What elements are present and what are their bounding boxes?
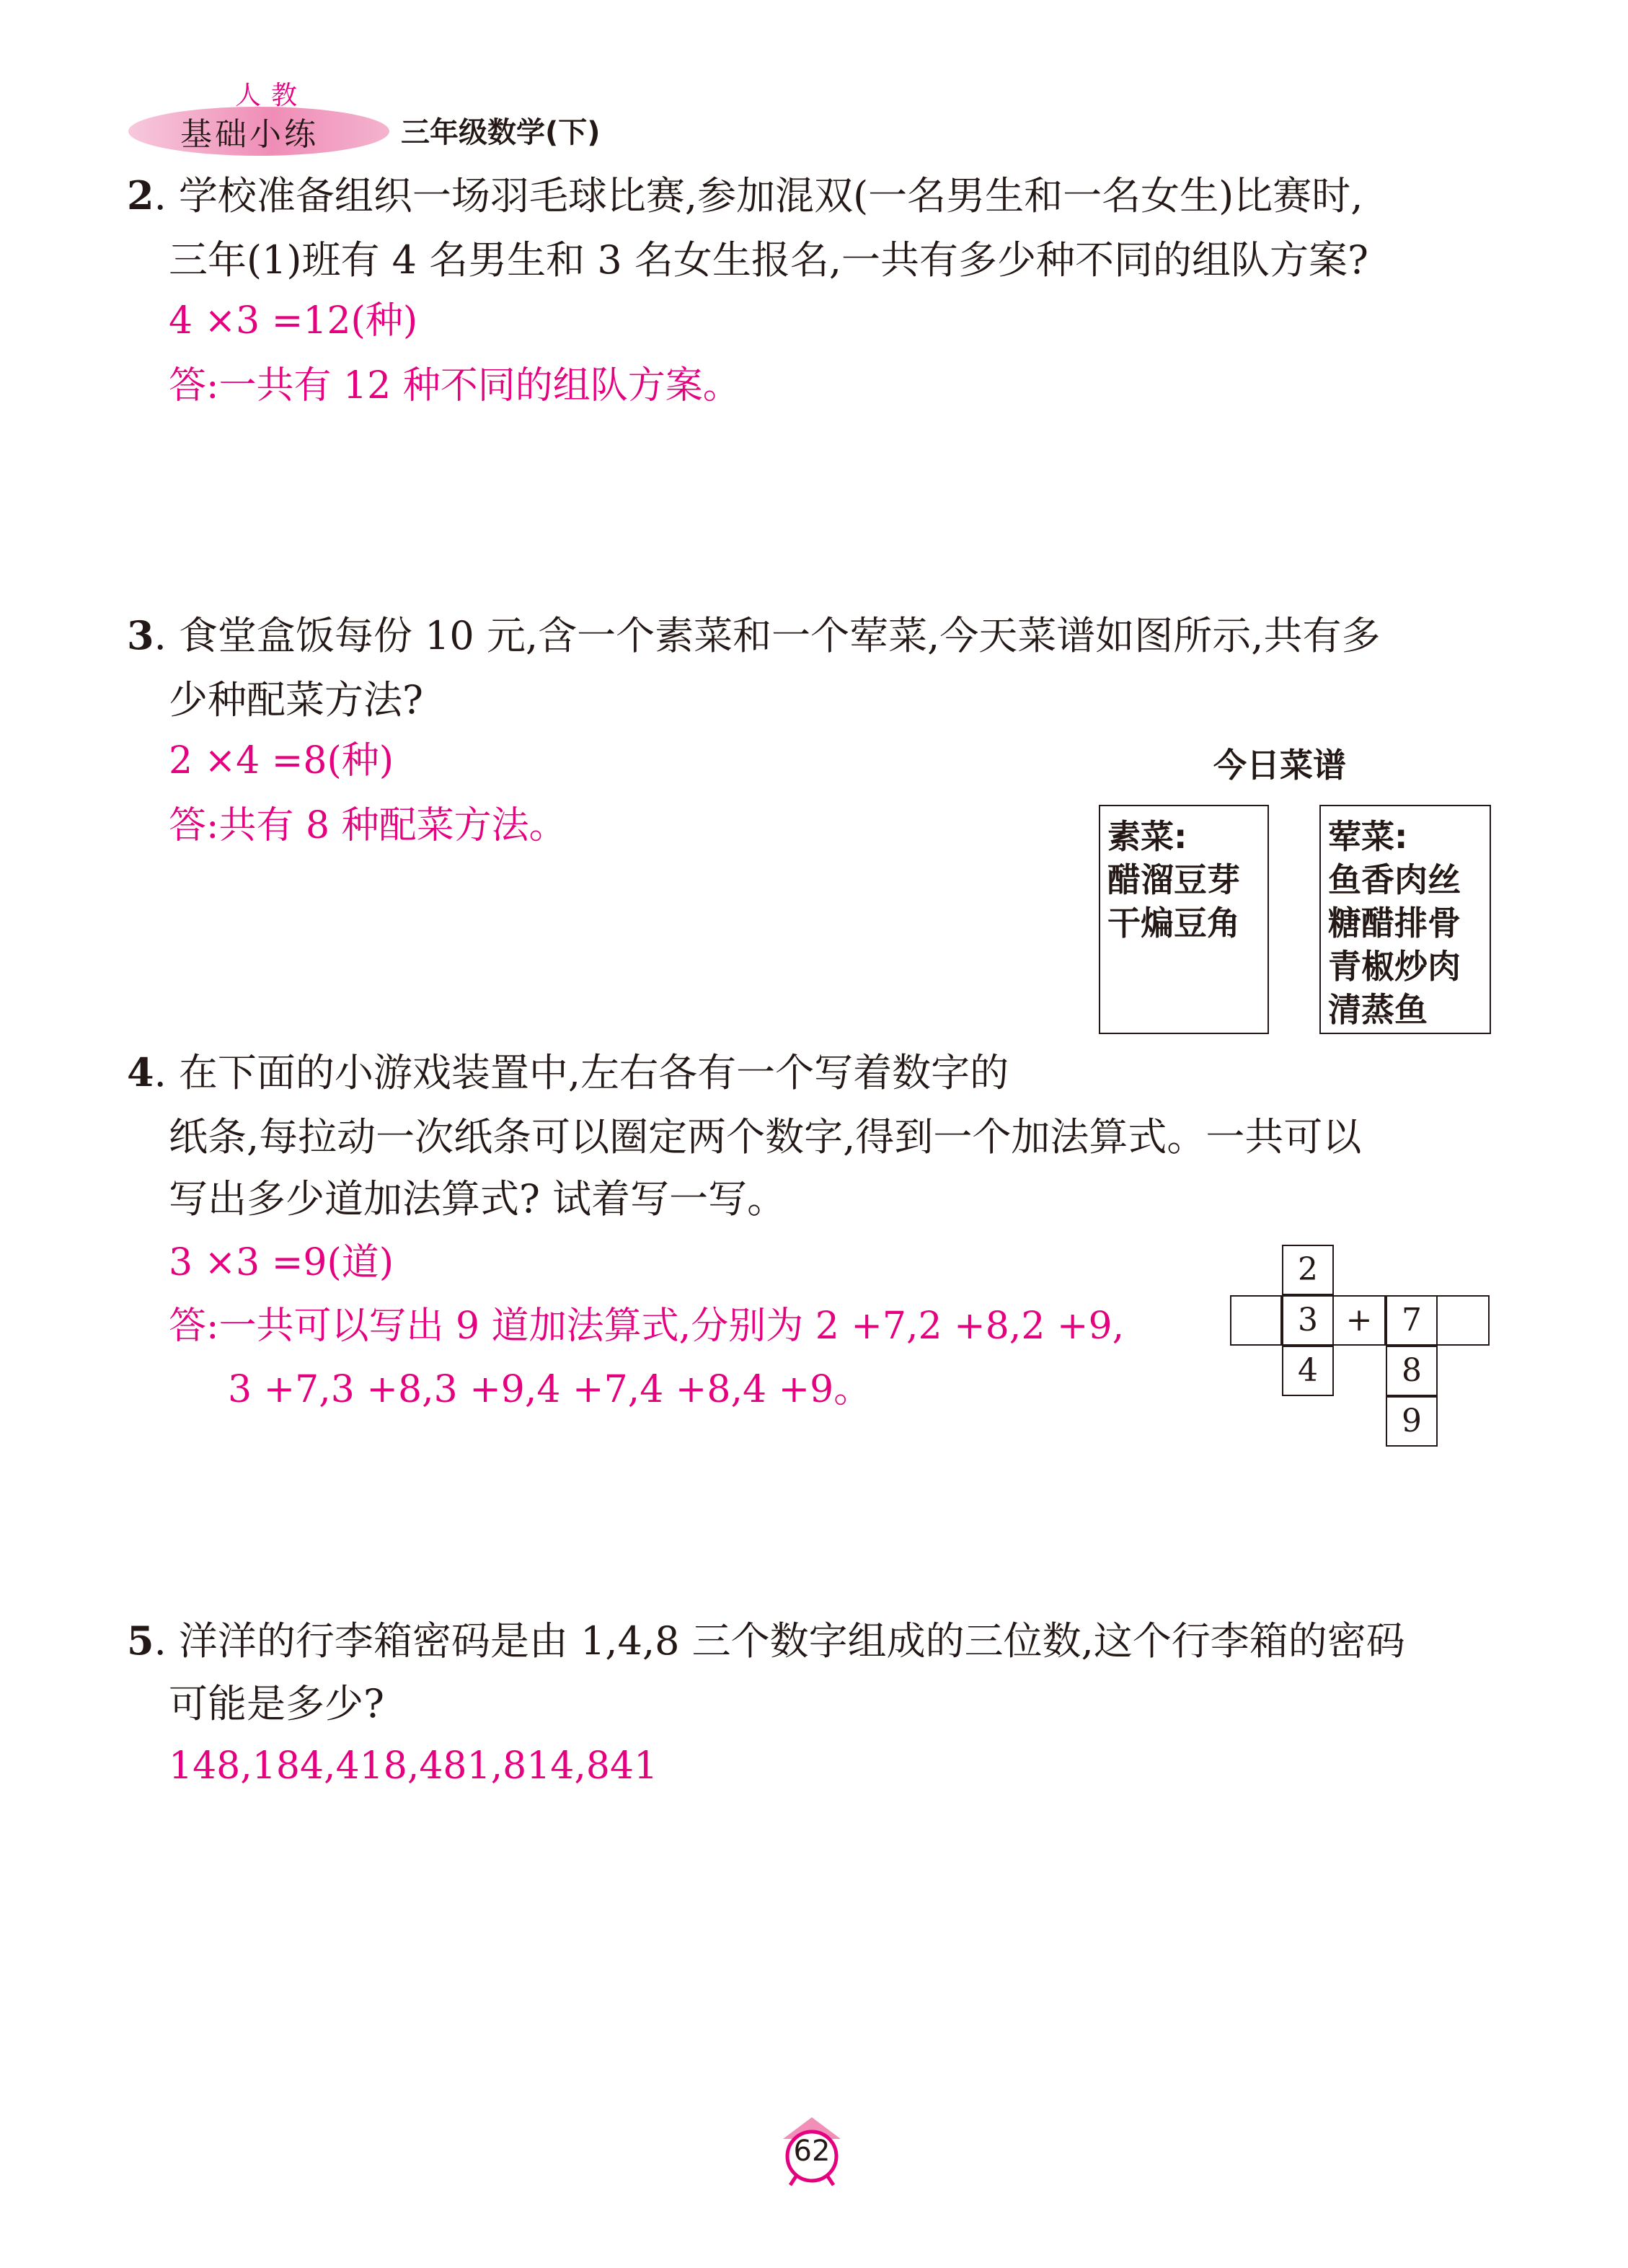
meat-menu-box (1319, 805, 1491, 1034)
veg-item: 干煸豆角 (1107, 904, 1240, 943)
left-strip-cell: 3 (1282, 1295, 1334, 1346)
q4-answer-line1: 答:一共可以写出 9 道加法算式,分别为 2 +7,2 +8,2 +9, (169, 1305, 1125, 1348)
blank-cell (1230, 1295, 1282, 1346)
meat-item: 青椒炒肉 (1328, 947, 1461, 986)
q5-answer: 148,184,418,481,814,841 (169, 1744, 658, 1788)
q4-line3: 写出多少道加法算式? 试着写一写。 (169, 1176, 787, 1222)
q3-text1: . 食堂盒饭每份 10 元,含一个素菜和一个荤菜,今天菜谱如图所示,共有多 (154, 613, 1381, 658)
left-strip-cell: 2 (1282, 1245, 1334, 1295)
q5-text1: . 洋洋的行李箱密码是由 1,4,8 三个数字组成的三位数,这个行李箱的密码 (154, 1618, 1405, 1664)
publisher-label: 人教 (235, 81, 308, 110)
q3-answer: 答:共有 8 种配菜方法。 (169, 804, 567, 847)
veg-item: 醋溜豆芽 (1107, 860, 1240, 899)
right-strip-cell: 9 (1386, 1396, 1438, 1447)
meat-title: 荤菜: (1328, 817, 1408, 856)
subject-title: 三年级数学(下) (401, 116, 601, 149)
q3-line1 (127, 603, 1380, 669)
right-strip-cell: 7 (1386, 1295, 1438, 1346)
menu-title: 今日菜谱 (1213, 746, 1346, 785)
q4-text1: . 在下面的小游戏装置中,左右各有一个写着数字的 (154, 1050, 1009, 1095)
q2-line2: 三年(1)班有 4 名男生和 3 名女生报名,一共有多少种不同的组队方案? (169, 237, 1368, 283)
plus-cell: + (1334, 1295, 1386, 1346)
q3-number: 3 (127, 612, 154, 658)
meat-item: 糖醋排骨 (1328, 904, 1461, 943)
right-strip-cell: 8 (1386, 1346, 1438, 1396)
q4-calc: 3 ×3 =9(道) (169, 1241, 394, 1284)
q5-number: 5 (127, 1618, 154, 1664)
left-strip-cell: 4 (1282, 1346, 1334, 1396)
meat-item: 清蒸鱼 (1328, 990, 1428, 1029)
q2-line1 (127, 163, 1363, 229)
q2-text1: . 学校准备组织一场羽毛球比赛,参加混双(一名男生和一名女生)比赛时, (154, 173, 1363, 219)
q2-answer: 答:一共有 12 种不同的组队方案。 (169, 364, 740, 407)
blank-cell (1438, 1295, 1490, 1346)
q2-calc: 4 ×3 =12(种) (169, 299, 418, 343)
veg-title: 素菜: (1107, 817, 1187, 856)
q4-number: 4 (127, 1049, 154, 1095)
q3-line2: 少种配菜方法? (169, 677, 423, 723)
q4-line2: 纸条,每拉动一次纸条可以圈定两个数字,得到一个加法算式。一共可以 (169, 1114, 1362, 1160)
q4-answer-line2: 3 +7,3 +8,3 +9,4 +7,4 +8,4 +9。 (228, 1368, 872, 1411)
q5-line2: 可能是多少? (169, 1681, 384, 1726)
q5-line1 (127, 1608, 1405, 1674)
veg-menu-box (1099, 805, 1269, 1034)
q4-line1 (127, 1040, 1009, 1106)
page-number: 62 (793, 2135, 831, 2168)
q2-number: 2 (127, 172, 154, 219)
series-title: 基础小练 (180, 116, 319, 153)
meat-item: 鱼香肉丝 (1328, 860, 1461, 899)
q3-calc: 2 ×4 =8(种) (169, 739, 394, 782)
